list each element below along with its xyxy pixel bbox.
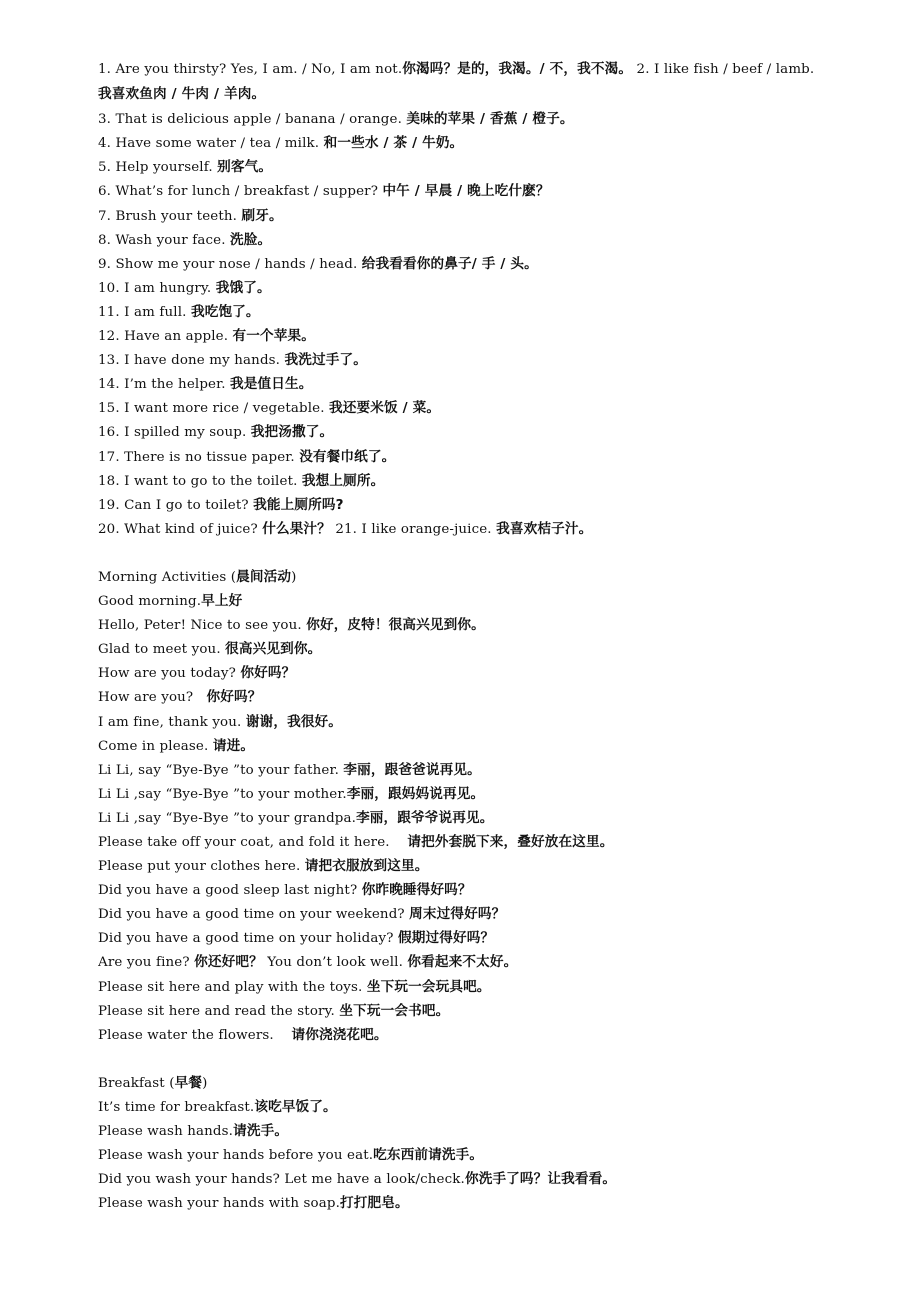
phrase-en: Please take off your coat, and fold it here. — [98, 835, 408, 850]
phrase-en: 3. That is delicious apple / banana / orange. — [98, 112, 407, 128]
phrase-cn: 你好，皮特！很高兴见到你。 — [306, 617, 485, 634]
phrase-en: Hello, Peter! Nice to see you. — [98, 618, 307, 634]
heading-cn: 早餐 — [174, 1074, 203, 1091]
phrase-line — [98, 179, 826, 203]
phrase-cn: 我还要米饭 / 菜。 — [329, 400, 441, 417]
heading-paren: ) — [291, 569, 297, 585]
phrase-cn: 别客气。 — [217, 159, 273, 176]
phrase-cn: 周末过得好吗？ — [409, 906, 506, 923]
phrase-cn: 我是值日生。 — [230, 376, 313, 393]
phrase-line — [98, 155, 826, 179]
phrase-line — [98, 806, 826, 830]
breakfast-section — [98, 1071, 826, 1216]
phrase-line — [98, 517, 826, 541]
phrase-cn: 刷牙。 — [241, 207, 283, 224]
phrase-line — [98, 107, 826, 131]
phrase-line — [98, 661, 826, 685]
phrase-cn: 你还好吧？ — [194, 954, 263, 971]
phrase-en: 4. Have some water / tea / milk. — [98, 136, 324, 152]
phrase-line — [98, 637, 826, 661]
phrase-line — [98, 372, 826, 396]
phrase-en: 17. There is no tissue paper. — [98, 449, 300, 465]
phrase-en: You don’t look well. — [262, 955, 408, 971]
phrase-en: Did you have a good time on your holiday? — [98, 931, 398, 947]
heading-cn: 晨间活动 — [236, 568, 292, 585]
phrase-line — [98, 348, 826, 372]
phrase-cn: 我饿了。 — [215, 279, 271, 296]
phrase-cn: 你洗手了吗？让我看看。 — [464, 1171, 617, 1188]
phrase-en: Please put your clothes here. — [98, 859, 305, 875]
blank-line — [98, 1047, 826, 1071]
phrase-cn: 我想上厕所。 — [301, 472, 385, 489]
heading-en: Morning Activities ( — [98, 569, 237, 585]
phrase-en: Li Li, say “Bye-Bye ”to your father. — [98, 762, 344, 778]
phrase-cn: 我洗过手了。 — [284, 352, 367, 369]
phrase-line — [98, 1143, 826, 1167]
phrase-cn: 我把汤撒了。 — [250, 424, 334, 441]
phrase-cn: 我能上厕所吗? — [253, 496, 344, 513]
phrase-en: Are you fine? — [98, 955, 195, 971]
phrase-en: Did you have a good time on your weekend? — [98, 907, 410, 923]
phrase-cn: 美味的苹果 / 香蕉 / 橙子。 — [406, 111, 574, 128]
phrase-en: Did you wash your hands? Let me have a look/check. — [98, 1172, 465, 1188]
phrase-cn: 你好吗？ — [206, 689, 262, 706]
phrase-en: Glad to meet you. — [98, 642, 226, 658]
phrase-en: I am fine, thank you. — [98, 714, 246, 730]
phrase-en: Please water the flowers. — [98, 1027, 292, 1043]
phrase-line — [98, 878, 826, 902]
phrase-en: 16. I spilled my soup. — [98, 425, 251, 441]
phrase-cn: 中午 / 早晨 / 晚上吃什麽？ — [382, 183, 550, 200]
phrase-en: Did you have a good sleep last night? — [98, 883, 362, 899]
phrase-cn: 你昨晚睡得好吗？ — [361, 882, 472, 899]
phrase-en: Please wash hands. — [98, 1124, 234, 1140]
phrase-en: Good morning. — [98, 594, 202, 610]
phrase-en: Please sit here and read the story. — [98, 1003, 340, 1019]
phrase-cn: 请把衣服放到这里。 — [304, 858, 429, 875]
phrase-cn: 你渴吗？是的，我渴。/ 不，我不渴。 — [402, 61, 633, 77]
section-heading — [98, 1071, 826, 1095]
phrase-line — [98, 131, 826, 155]
phrase-line — [98, 252, 826, 276]
phrase-cn: 什么果汁？ — [262, 520, 331, 537]
phrase-cn: 早上好 — [201, 593, 243, 610]
phrase-cn: 我喜欢鱼肉 / 牛肉 / 羊肉。 — [98, 86, 266, 103]
heading-en: Breakfast ( — [98, 1075, 175, 1091]
phrase-cn: 很高兴见到你。 — [225, 641, 322, 658]
phrase-line — [98, 854, 826, 878]
phrase-cn: 我吃饱了。 — [190, 303, 260, 320]
phrase-en: How are you? — [98, 690, 207, 706]
phrase-cn: 没有餐巾纸了。 — [299, 448, 396, 465]
phrase-line — [98, 493, 826, 517]
phrase-line — [98, 1191, 826, 1215]
phrase-line — [98, 1167, 826, 1191]
phrase-line — [98, 613, 826, 637]
phrase-line — [98, 324, 826, 348]
phrase-cn: 打打肥皂。 — [340, 1195, 409, 1212]
phrase-en: 20. What kind of juice? — [98, 521, 263, 537]
phrase-cn: 请你浇浇花吧。 — [291, 1026, 388, 1043]
phrase-en: 5. Help yourself. — [98, 160, 218, 176]
phrase-en: 13. I have done my hands. — [98, 353, 285, 369]
phrase-en: 9. Show me your nose / hands / head. — [98, 256, 362, 272]
phrase-cn: 请进。 — [212, 737, 255, 754]
phrase-en: 10. I am hungry. — [98, 280, 216, 296]
phrase-line — [98, 685, 826, 709]
phrase-en: 2. I like fish / beef / lamb. — [632, 62, 815, 77]
morning-activities-section — [98, 565, 826, 1047]
phrase-line — [98, 902, 826, 926]
phrase-line — [98, 710, 826, 734]
phrase-en: Please sit here and play with the toys. — [98, 979, 367, 995]
phrase-en: 14. I’m the helper. — [98, 377, 231, 393]
phrase-en: Please wash your hands with soap. — [98, 1196, 340, 1212]
phrase-line — [98, 276, 826, 300]
section-heading — [98, 565, 826, 589]
phrase-cn: 该吃早饭了。 — [254, 1099, 337, 1116]
phrase-en: 8. Wash your face. — [98, 232, 231, 248]
phrase-line — [98, 1119, 826, 1143]
phrase-line — [98, 57, 826, 107]
phrase-line — [98, 999, 826, 1023]
phrase-en: 11. I am full. — [98, 304, 191, 320]
phrase-list — [98, 57, 826, 541]
phrase-line — [98, 445, 826, 469]
phrase-line — [98, 228, 826, 252]
phrase-en: 19. Can I go to toilet? — [98, 497, 254, 513]
phrase-line — [98, 950, 826, 974]
phrase-cn: 李丽，跟爷爷说再见。 — [356, 809, 494, 826]
phrase-en: Li Li ,say “Bye-Bye ”to your mother. — [98, 786, 347, 802]
phrase-line — [98, 782, 826, 806]
phrase-line — [98, 396, 826, 420]
phrase-line — [98, 1095, 826, 1119]
phrase-en: 21. I like orange-juice. — [330, 521, 497, 537]
phrase-en: How are you today? — [98, 666, 241, 682]
phrase-en: Li Li ,say “Bye-Bye ”to your grandpa. — [98, 810, 357, 826]
phrase-en: 12. Have an apple. — [98, 329, 233, 345]
phrase-en: 7. Brush your teeth. — [98, 208, 242, 224]
phrase-cn: 谢谢，我很好。 — [245, 713, 343, 730]
phrase-line — [98, 300, 826, 324]
heading-paren: ) — [202, 1075, 208, 1091]
phrase-cn: 李丽，跟妈妈说再见。 — [346, 785, 485, 802]
phrase-en: Come in please. — [98, 738, 213, 754]
phrase-line — [98, 758, 826, 782]
phrase-line — [98, 975, 826, 999]
phrase-cn: 请洗手。 — [233, 1123, 289, 1140]
phrase-cn: 给我看看你的鼻子/ 手 / 头。 — [361, 255, 538, 272]
phrase-cn: 吃东西前请洗手。 — [373, 1147, 484, 1164]
phrase-line — [98, 589, 826, 613]
phrase-line — [98, 734, 826, 758]
phrase-cn: 我喜欢桔子汁。 — [496, 520, 593, 537]
phrase-cn: 坐下玩一会书吧。 — [339, 1002, 450, 1019]
phrase-en: 1. Are you thirsty? Yes, I am. / No, I am not. — [98, 62, 403, 77]
phrase-line — [98, 1023, 826, 1047]
phrase-en: Please wash your hands before you eat. — [98, 1148, 374, 1164]
phrase-line — [98, 926, 826, 950]
phrase-cn: 有一个苹果。 — [232, 328, 315, 345]
phrase-line — [98, 420, 826, 444]
phrase-cn: 假期过得好吗？ — [397, 930, 495, 947]
document-page — [98, 57, 826, 1216]
phrase-line — [98, 469, 826, 493]
phrase-en: 15. I want more rice / vegetable. — [98, 401, 330, 417]
phrase-en: 6. What’s for lunch / breakfast / supper? — [98, 184, 383, 200]
phrase-line — [98, 204, 826, 228]
phrase-cn: 你好吗？ — [240, 665, 296, 682]
phrase-cn: 洗脸。 — [230, 231, 272, 248]
phrase-cn: 坐下玩一会玩具吧。 — [366, 978, 491, 995]
blank-line — [98, 541, 826, 565]
phrase-cn: 你看起来不太好。 — [407, 954, 518, 971]
phrase-cn: 李丽，跟爸爸说再见。 — [343, 761, 481, 778]
phrase-en: 18. I want to go to the toilet. — [98, 473, 302, 489]
phrase-line — [98, 830, 826, 854]
phrase-cn: 请把外套脱下来，叠好放在这里。 — [407, 834, 614, 850]
phrase-en: It’s time for breakfast. — [98, 1100, 255, 1116]
phrase-cn: 和一些水 / 茶 / 牛奶。 — [323, 135, 464, 152]
